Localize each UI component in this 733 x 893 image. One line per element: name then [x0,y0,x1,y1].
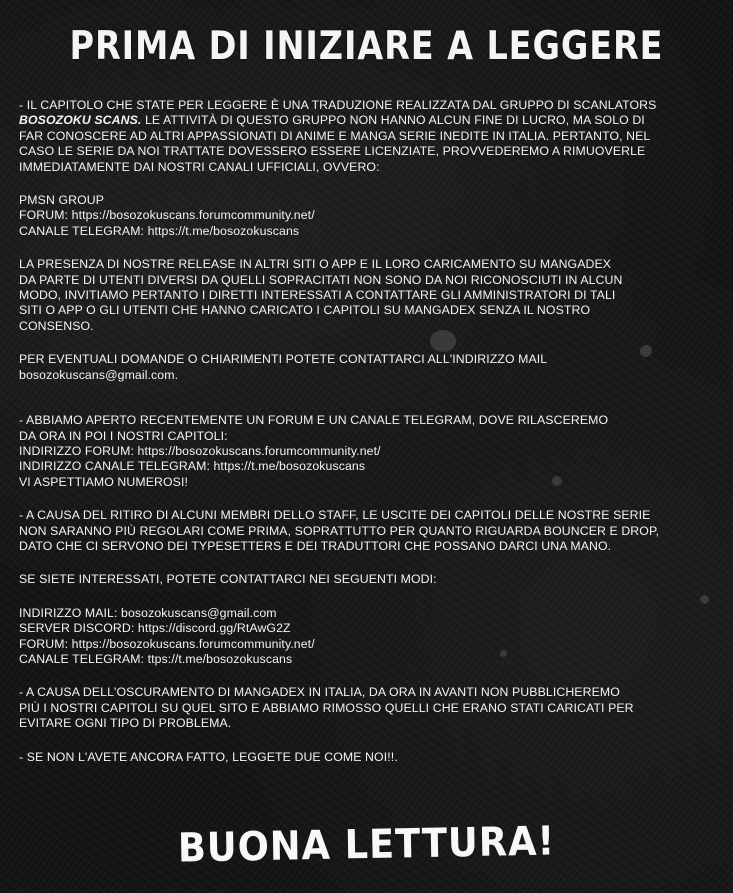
official-channels [19,193,719,239]
staff-paragraph [19,508,719,554]
mangadex-line: - A CAUSA DELL'OSCURAMENTO DI MANGADEX IN ITALIA, DA ORA IN AVANTI NON PUBBLICHEREMO [19,685,620,700]
announcement-closing: VI ASPETTIAMO NUMEROSI! [19,474,189,489]
discord-label: SERVER DISCORD: [19,621,138,636]
presence-line: CONSENSO. [19,318,94,333]
intro-line: CASO LE SERIE DA NOI TRATTATE DOVESSERO ESSERE LICENZIATE, PROVVEDEREMO A RIMUOVERLE [19,144,646,159]
announcement-line: DA ORA IN POI I NOSTRI CAPITOLI: [19,428,228,443]
contact-intro: SE SIETE INTERESSATI, POTETE CONTATTARCI NEI SEGUENTI MODI: [19,572,437,587]
presence-line: LA PRESENZA DI NOSTRE RELEASE IN ALTRI SITI O APP E IL LORO CARICAMENTO SU MANGADEX [19,257,612,272]
telegram-link[interactable]: https://t.me/bosozokuscans [147,223,300,238]
staff-line: DATO CHE CI SERVONO DEI TYPESETTERS E DEI TRADUTTORI CHE POSSANO DARCI UNA MANO. [19,538,612,553]
telegram-contact-link[interactable]: ttps://t.me/bosozokuscans [147,651,293,666]
forum-address-label: INDIRIZZO FORUM: [19,443,138,458]
mangadex-line: EVITARE OGNI TIPO DI PROBLEMA. [19,716,232,731]
intro-line: FAR CONOSCERE AD ALTRI APPASSIONATI DI ANIME E MANGA SERIE INEDITE IN ITALIA. PERTANTO, NEL [19,128,651,143]
closing-banner: BUONA LETTURA! [177,818,556,872]
telegram-address-label: INDIRIZZO CANALE TELEGRAM: [19,459,214,474]
intro-line: - IL CAPITOLO CHE STATE PER LEGGERE È UNA TRADUZIONE REALIZZATA DAL GRUPPO DI SCANLATORS [19,98,657,112]
presence-line: SITI O APP O GLI UTENTI CHE HANNO CARICATO I CAPITOLI SU MANGADEX SENZA IL NOSTRO [19,303,591,318]
presence-line: MODO, INVITIAMO PERTANTO I DIRETTI INTERESSATI A CONTATTARE GLI AMMINISTRATORI DI TALI [19,288,616,303]
final-note: - SE NON L'AVETE ANCORA FATTO, LEGGETE DUE COME NOI!!. [19,749,398,764]
mangadex-paragraph [19,685,719,731]
page-title: PRIMA DI INIZIARE A LEGGERE [69,24,664,69]
discord-link[interactable]: https://discord.gg/RtAwG2Z [137,621,291,636]
staff-line: NON SARANNO PIÙ REGOLARI COME PRIMA, SOPRATTUTTO PER QUANTO RIGUARDA BOUNCER E DROP, [19,523,660,538]
mail-label: INDIRIZZO MAIL: [19,605,122,620]
mangadex-line: PIÙ I NOSTRI CAPITOLI SU QUEL SITO E ABBIAMO RIMOSSO QUELLI CHE ERANO STATI CARICATI PER [19,700,634,715]
questions-paragraph [19,352,719,383]
forum-contact-link[interactable]: https://bosozokuscans.forumcommunity.net/ [71,636,315,651]
intro-line: IMMEDIATAMENTE DAI NOSTRI CANALI UFFICIALI, OVVERO: [19,159,380,174]
intro-paragraph [19,98,719,175]
forum-contact-label: FORUM: [19,636,72,651]
contact-email[interactable]: bosozokuscans@gmail.com. [19,367,179,382]
forum-link[interactable]: https://bosozokuscans.forumcommunity.net/ [71,208,315,223]
presence-paragraph [19,257,719,334]
group-name: BOSOZOKU SCANS. [19,113,142,128]
telegram-contact-label: CANALE TELEGRAM: [19,651,148,666]
contact-list [19,606,719,668]
group-label: PMSN GROUP [19,193,105,208]
staff-line: - A CAUSA DEL RITIRO DI ALCUNI MEMBRI DELLO STAFF, LE USCITE DEI CAPITOLI DELLE NOSTRE SERIE [19,508,651,523]
forum-address-link[interactable]: https://bosozokuscans.forumcommunity.net/ [137,443,381,458]
announcement-line: - ABBIAMO APERTO RECENTEMENTE UN FORUM E UN CANALE TELEGRAM, DOVE RILASCEREMO [19,413,609,428]
forum-announcement [19,413,719,490]
presence-line: DA PARTE DI UTENTI DIVERSI DA QUELLI SOPRACITATI NON SONO DA NOI RICONOSCIUTI IN ALCUN [19,272,623,287]
forum-label: FORUM: [19,208,72,223]
telegram-label: CANALE TELEGRAM: [19,223,148,238]
notice-body [19,98,719,765]
mail-link[interactable]: bosozokuscans@gmail.com [121,605,277,620]
telegram-address-link[interactable]: https://t.me/bosozokuscans [213,459,366,474]
questions-line: PER EVENTUALI DOMANDE O CHIARIMENTI POTETE CONTATTARCI ALL'INDIRIZZO MAIL [19,352,548,367]
intro-line: LE ATTIVITÀ DI QUESTO GRUPPO NON HANNO ALCUN FINE DI LUCRO, MA SOLO DI [141,113,645,128]
